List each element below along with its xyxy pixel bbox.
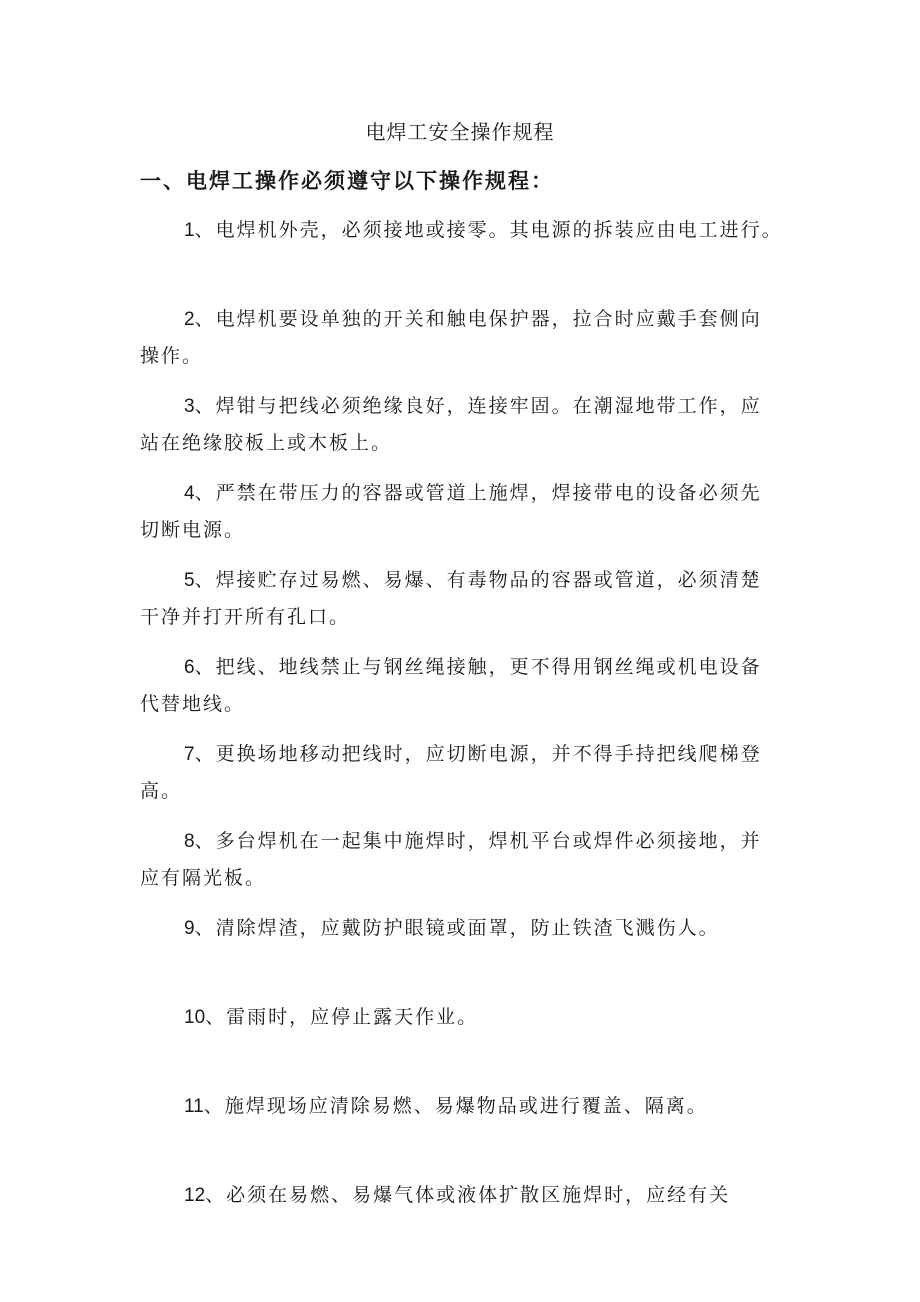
rule-line-continuation <box>140 773 790 809</box>
rule-line-first <box>140 212 790 249</box>
rule-line-first <box>140 301 790 338</box>
rule-item <box>140 475 790 548</box>
rule-text: 应有隔光板。 <box>140 867 267 889</box>
rule-text: 、焊接贮存过易燃、易爆、有毒物品的容器或管道，必须清楚 <box>194 569 762 591</box>
rule-text: 、严禁在带压力的容器或管道上施焊，焊接带电的设备必须先 <box>194 482 762 504</box>
rule-text: 代替地线。 <box>140 693 246 715</box>
rule-line-continuation <box>140 686 790 722</box>
rule-item <box>140 823 790 896</box>
rule-line-continuation <box>140 425 790 461</box>
rule-number: 12 <box>184 1185 206 1206</box>
rule-item <box>140 999 790 1036</box>
rule-number: 5 <box>184 570 195 591</box>
rule-line-continuation <box>140 599 790 635</box>
rule-text: 、电焊机要设单独的开关和触电保护器，拉合时应戴手套侧向 <box>194 308 762 330</box>
rule-line-continuation <box>140 512 790 548</box>
rule-line-first <box>140 1088 790 1125</box>
rule-item <box>140 388 790 461</box>
rule-number: 3 <box>184 396 195 417</box>
rule-number: 8 <box>184 831 195 852</box>
rule-text: 、清除焊渣，应戴防护眼镜或面罩，防止铁渣飞溅伤人。 <box>194 917 720 939</box>
rule-number: 6 <box>184 657 195 678</box>
rule-item <box>140 562 790 635</box>
rule-item <box>140 301 790 374</box>
rule-item <box>140 649 790 722</box>
rule-text: 、必须在易燃、易爆气体或液体扩散区施焊时，应经有关 <box>205 1184 731 1206</box>
rule-number: 9 <box>184 918 195 939</box>
rule-line-continuation <box>140 860 790 896</box>
rule-number: 7 <box>184 744 195 765</box>
rule-line-first <box>140 823 790 860</box>
rule-number: 10 <box>184 1007 206 1028</box>
rule-item <box>140 736 790 809</box>
rule-text: 站在绝缘胶板上或木板上。 <box>140 432 393 454</box>
section-heading: 一、电焊工操作必须遵守以下操作规程： <box>140 169 554 193</box>
rule-text: 干净并打开所有孔口。 <box>140 606 351 628</box>
rule-line-continuation <box>140 338 790 374</box>
rule-line-first <box>140 475 790 512</box>
rule-number: 4 <box>184 483 195 504</box>
rule-line-first <box>140 562 790 599</box>
rule-number: 1 <box>184 220 195 241</box>
rule-line-first <box>140 649 790 686</box>
rule-text: 、多台焊机在一起集中施焊时，焊机平台或焊件必须接地，并 <box>194 830 762 852</box>
rule-line-first <box>140 388 790 425</box>
rule-text: 切断电源。 <box>140 519 246 541</box>
rule-line-first <box>140 999 790 1036</box>
rule-text: 操作。 <box>140 345 204 367</box>
rule-line-first <box>140 910 790 947</box>
rule-line-first <box>140 1177 790 1214</box>
rule-text: 高。 <box>140 780 183 802</box>
rule-number: 2 <box>184 309 195 330</box>
rule-text: 、雷雨时，应停止露天作业。 <box>205 1006 479 1028</box>
rule-text: 、电焊机外壳，必须接地或接零。其电源的拆装应由电工进行。 <box>194 219 783 241</box>
rule-text: 、把线、地线禁止与钢丝绳接触，更不得用钢丝绳或机电设备 <box>194 656 762 678</box>
rule-item <box>140 1177 790 1214</box>
rule-line-first <box>140 736 790 773</box>
rule-text: 、更换场地移动把线时，应切断电源，并不得手持把线爬梯登 <box>194 743 762 765</box>
rule-item <box>140 1088 790 1125</box>
rule-item <box>140 910 790 947</box>
rule-item <box>140 212 790 249</box>
page-title: 电焊工安全操作规程 <box>365 120 555 144</box>
rule-number: 11 <box>184 1096 204 1117</box>
rule-text: 、施焊现场应清除易燃、易爆物品或进行覆盖、隔离。 <box>203 1095 708 1117</box>
rules-list <box>140 212 790 1266</box>
rule-text: 、焊钳与把线必须绝缘良好，连接牢固。在潮湿地带工作，应 <box>194 395 762 417</box>
